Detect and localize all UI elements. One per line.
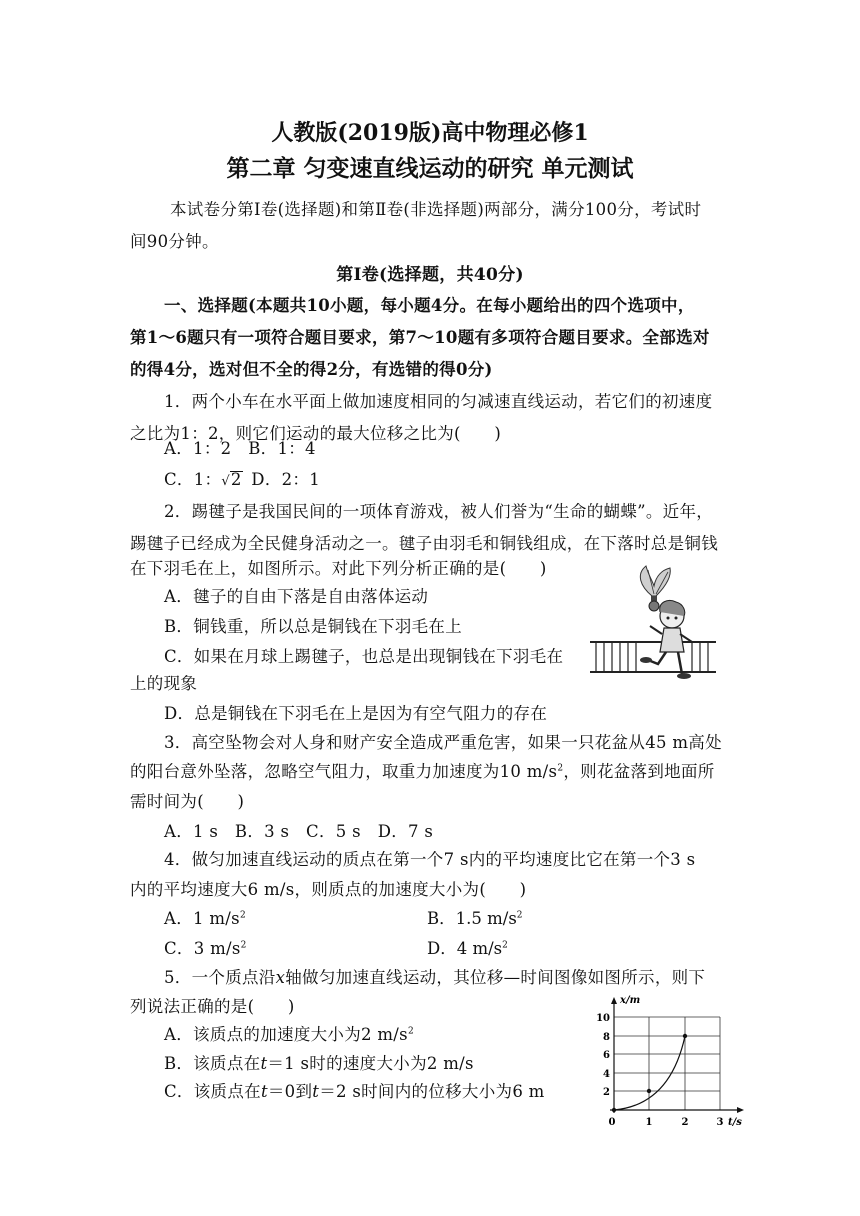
q4-line-1: 4．做匀加速直线运动的质点在第一个7 s内的平均速度比它在第一个3 s [164,850,696,869]
y-tick-8: 8 [603,1032,610,1043]
q2-option-d: D．总是铜钱在下羽毛在上是因为有空气阻力的存在 [164,704,548,723]
q2-line-3: 在下羽毛在上，如图所示。对此下列分析正确的是( ) [130,559,547,578]
q5-line-2: 列说法正确的是( ) [130,997,295,1016]
section-instruction-1: 一、选择题(本题共10小题，每小题4分。在每小题给出的四个选项中， [164,296,695,315]
q5-option-a: A．该质点的加速度大小为2 $m/s^2$ [164,1025,414,1044]
q1-line-1: 1．两个小车在水平面上做加速度相同的匀减速直线运动，若它们的初速度 [164,392,713,411]
q1-line-2: 之比为1：2，则它们运动的最大位移之比为( ) [130,424,502,443]
q5-option-b: B．该质点在t＝1 s时的速度大小为2 m/s [164,1054,474,1073]
q3-line-1: 3．高空坠物会对人身和财产安全造成严重危害，如果一只花盆从45 m高处 [164,733,722,752]
q4-option-a: A．1 $m/s^2$ [164,909,246,928]
q4-option-b: B．1.5 $m/s^2$ [427,909,523,928]
graph-y-label: x/m [620,995,641,1006]
graph-x-label: t/s [728,1117,742,1128]
y-tick-4: 4 [603,1069,610,1080]
displacement-time-graph [590,995,750,1135]
q1-option-b: B．1：4 [248,439,316,458]
x-tick-2: 2 [681,1117,689,1128]
q2-option-a: A．毽子的自由下落是自由落体运动 [164,587,429,606]
y-tick-2: 2 [603,1087,610,1098]
q2-line-1: 2．踢毽子是我国民间的一项体育游戏，被人们誉为“生命的蝴蝶”。近年， [164,502,714,521]
y-tick-6: 6 [603,1050,610,1061]
section-instruction-2: 第1～6题只有一项符合题目要求，第7～10题有多项符合题目要求。全部选对 [130,328,710,347]
section-title: 第Ⅰ卷(选择题，共40分) [336,265,524,285]
q2-option-c-line-1: C．如果在月球上踢毽子，也总是出现铜钱在下羽毛在 [164,647,564,666]
textbook-title: 人教版(2019版)高中物理必修1 [271,120,589,146]
q4-line-2: 内的平均速度大6 m/s，则质点的加速度大小为( ) [130,880,527,899]
x-tick-3: 3 [716,1117,724,1128]
q3-line-3: 需时间为( ) [130,792,245,811]
q5-option-c: C．该质点在t＝0到t＝2 s时间内的位移大小为6 m [164,1082,545,1101]
q2-line-2: 踢毽子已经成为全民健身活动之一。毽子由羽毛和铜钱组成，在下落时总是铜钱 [130,534,718,553]
q1-option-c: C．1：√2 [164,470,242,489]
q1-option-a: A．1：2 [164,439,232,458]
intro-line-1: 本试卷分第Ⅰ卷(选择题)和第Ⅱ卷(非选择题)两部分，满分100分，考试时 [170,200,702,219]
chapter-title: 第二章 匀变速直线运动的研究 单元测试 [226,155,634,182]
x-tick-1: 1 [645,1117,653,1128]
q2-option-c-line-2: 上的现象 [130,674,198,693]
q3-options: A．1 s B．3 s C．5 s D．7 s [164,822,434,841]
q4-option-d: D．4 $m/s^2$ [427,939,508,958]
q1-option-d: D．2：1 [251,470,321,489]
x-tick-0: 0 [608,1117,616,1128]
y-tick-10: 10 [596,1013,610,1024]
intro-line-2: 间90分钟。 [130,232,219,251]
q1-options-row-2 [164,466,320,490]
q5-line-1: 5．一个质点沿x轴做匀加速直线运动，其位移—时间图像如图所示，则下 [164,968,706,987]
section-instruction-3: 的得4分，选对但不全的得2分，有选错的得0分) [130,360,493,379]
q1-options-row-1 [164,435,316,459]
q3-line-2: 的阳台意外坠落，忽略空气阻力，取重力加速度为10 $m/s^2$，则花盆落到地面所 [130,762,715,781]
shuttlecock-illustration [588,560,718,685]
q2-option-b: B．铜钱重，所以总是铜钱在下羽毛在上 [164,617,463,636]
q4-option-c: C．3 $m/s^2$ [164,939,247,958]
